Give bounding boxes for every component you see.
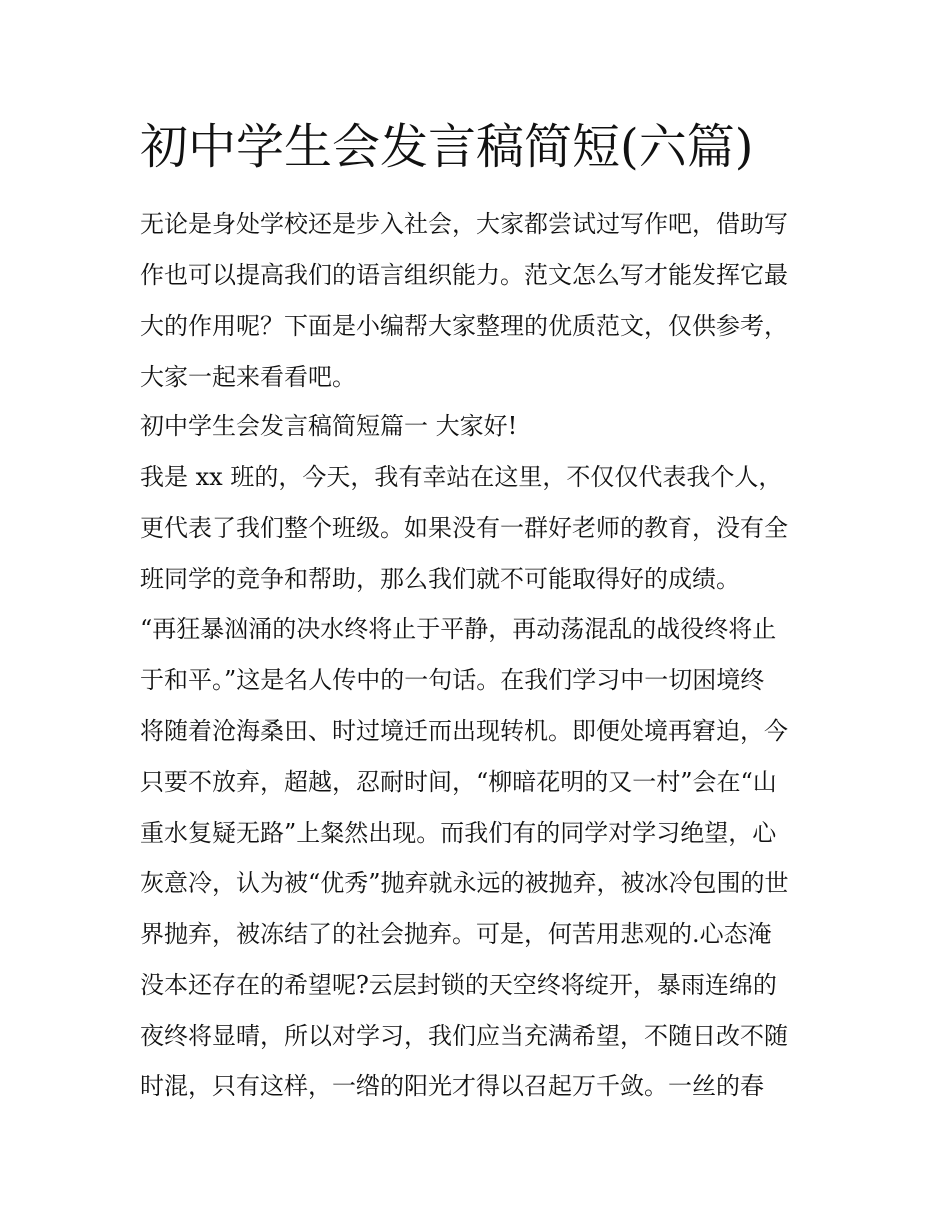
body-line: 班同学的竞争和帮助，那么我们就不可能取得好的成绩。 <box>140 565 740 593</box>
body-line: 于和平。”这是名人传中的一句话。在我们学习中一切困境终 <box>140 666 765 694</box>
body-line: 没本还存在的希望呢?云层封锁的天空终将绽开，暴雨连绵的 <box>140 971 777 999</box>
body-line: 界抛弃，被冻结了的社会抛弃。可是，何苦用悲观的.心态淹 <box>140 920 772 948</box>
body-line: 无论是身处学校还是步入社会，大家都尝试过写作吧，借助写 <box>140 210 788 238</box>
document-title: 初中学生会发言稿简短(六篇) <box>140 119 754 175</box>
body-line: 大的作用呢？下面是小编帮大家整理的优质范文，仅供参考， <box>140 312 788 340</box>
body-line: 大家一起来看看吧。 <box>140 363 356 391</box>
body-line: 我是 xx 班的，今天，我有幸站在这里，不仅仅代表我个人， <box>140 463 783 491</box>
body-line: 重水复疑无路”上粲然出现。而我们有的同学对学习绝望，心 <box>140 819 777 847</box>
body-line: 时混，只有这样，一绺的阳光才得以召起万千敛。一丝的春 <box>140 1072 764 1100</box>
body-line: 灰意冷，认为被“优秀”抛弃就永远的被抛弃，被冰冷包围的世 <box>140 869 789 897</box>
body-line: “再狂暴汹涌的决水终将止于平静，再动荡混乱的战役终将止 <box>140 615 777 643</box>
body-line: 夜终将显晴，所以对学习，我们应当充满希望，不随日改不随 <box>140 1022 788 1050</box>
body-line: 将随着沧海桑田、时过境迁而出现转机。即便处境再窘迫，今 <box>140 717 788 745</box>
body-line: 更代表了我们整个班级。如果没有一群好老师的教育，没有全 <box>140 514 788 542</box>
body-line: 作也可以提高我们的语言组织能力。范文怎么写才能发挥它最 <box>140 261 788 289</box>
section-heading-line: 初中学生会发言稿简短篇一 大家好! <box>140 412 518 440</box>
body-line: 只要不放弃，超越，忍耐时间，“柳暗花明的又一村”会在“山 <box>140 768 777 796</box>
